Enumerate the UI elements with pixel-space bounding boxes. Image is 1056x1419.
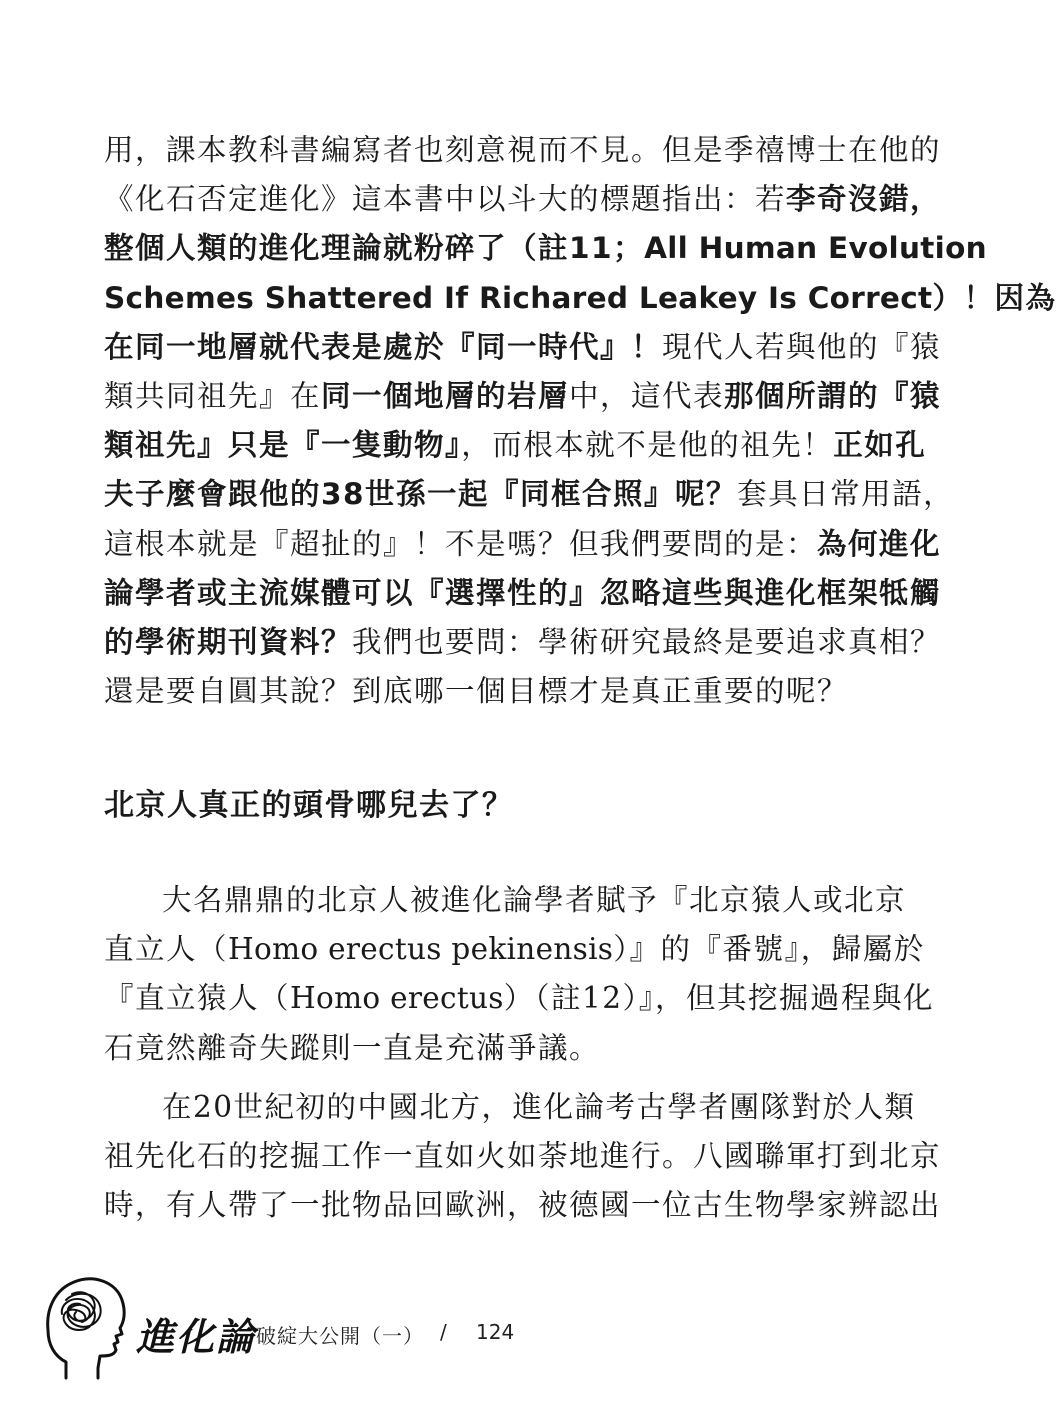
head-with-scribble-brain-icon — [36, 1270, 128, 1380]
text-span: 時，有人帶了一批物品回歐洲，被德國一位古生物學家辨認出 — [104, 1188, 942, 1223]
bold-text: 正如孔 — [833, 428, 927, 463]
text-line — [104, 421, 927, 470]
text-line — [104, 1132, 942, 1181]
text-span: 用，課本教科書編寫者也刻意視而不見。但是季禧博士在他的 — [104, 133, 942, 167]
bold-text: All Human Evolution — [644, 231, 987, 266]
bold-text: 類祖先』只是『一隻動物』 — [104, 428, 462, 463]
bold-text: 在同一地層就代表是處於『同一時代』！ — [104, 329, 663, 364]
text-line — [104, 618, 942, 667]
text-span: 《化石否定進化》這本書中以斗大的標題指出：若 — [104, 182, 787, 217]
text-span: 石竟然離奇失蹤則一直是充滿爭議。 — [104, 1030, 601, 1065]
latin-text: Homo erectus pekinensis — [228, 932, 614, 967]
text-line — [104, 520, 942, 569]
text-span: 『直立猿人（ — [104, 981, 291, 1016]
section-heading: 北京人真正的頭骨哪兒去了？ — [104, 788, 514, 823]
bold-text: 為何進化 — [817, 526, 942, 561]
text-span: 我們也要問：學術研究最終是要追求真相？ — [352, 624, 942, 659]
text-line — [104, 126, 942, 175]
page-number: 124 — [476, 1320, 515, 1344]
text-line — [104, 470, 955, 519]
text-line — [104, 974, 935, 1023]
text-span: 還是要自圓其說？到底哪一個目標才是真正重要的呢？ — [104, 674, 849, 709]
text-span: 套具日常用語， — [737, 477, 955, 512]
text-span: ）』的『番號』，歸屬於 — [613, 932, 925, 967]
text-line — [104, 876, 907, 925]
text-line — [104, 1083, 916, 1132]
text-span: 這根本就是『超扯的』！不是嗎？但我們要問的是： — [104, 526, 818, 561]
footer-separator: / — [440, 1320, 447, 1344]
book-subtitle: 破綻大公開（一） — [256, 1324, 424, 1348]
bold-text: 李奇沒錯， — [786, 182, 942, 217]
bold-text: 夫子麼會跟他的38世孫一起『同框合照』呢？ — [104, 477, 738, 512]
bold-text: 那個所謂的『猿 — [724, 378, 942, 413]
text-span: 大名鼎鼎的北京人被進化論學者賦予『北京猿人或北京 — [162, 883, 907, 917]
text-span: 直立人（ — [104, 932, 229, 967]
text-line — [104, 372, 942, 421]
paragraph-continued — [104, 126, 1056, 716]
text-line — [104, 925, 925, 974]
bold-text: 同一個地層的岩層 — [321, 378, 570, 413]
text-line — [104, 323, 942, 372]
text-line — [104, 667, 888, 716]
text-span: 在20世紀初的中國北方，進化論考古學者團隊對於人類 — [162, 1090, 916, 1124]
bold-text: Schemes Shattered If Richared Leakey Is Correct — [104, 280, 933, 315]
text-span: 類共同祖先』在 — [104, 378, 322, 413]
bold-text: 的學術期刊資料？ — [104, 624, 353, 659]
text-span: ）（註12）』，但其挖掘過程與化 — [503, 981, 935, 1016]
text-span: 祖先化石的挖掘工作一直如火如荼地進行。八國聯軍打到北京 — [104, 1139, 942, 1174]
paragraph — [104, 876, 935, 1073]
text-span: 現代人若與他的『猿 — [662, 329, 942, 364]
page-footer — [36, 1270, 636, 1380]
text-span: ，而根本就不是他的祖先！ — [461, 428, 834, 463]
text-span: 中，這代表 — [569, 378, 725, 413]
text-line — [104, 175, 942, 224]
text-line — [104, 1181, 942, 1230]
text-line — [104, 274, 1056, 323]
bold-text: 整個人類的進化理論就粉碎了（註11； — [104, 231, 645, 266]
text-line — [104, 1024, 888, 1073]
paragraph — [104, 1083, 942, 1231]
text-line — [104, 224, 987, 273]
text-line — [104, 569, 942, 618]
bold-text: 論學者或主流媒體可以『選擇性的』忽略這些與進化框架牴觸 — [104, 575, 942, 610]
latin-text: Homo erectus — [290, 981, 504, 1016]
brand-title: 進化論 — [136, 1315, 257, 1359]
bold-text: ）！因為 — [932, 280, 1056, 315]
